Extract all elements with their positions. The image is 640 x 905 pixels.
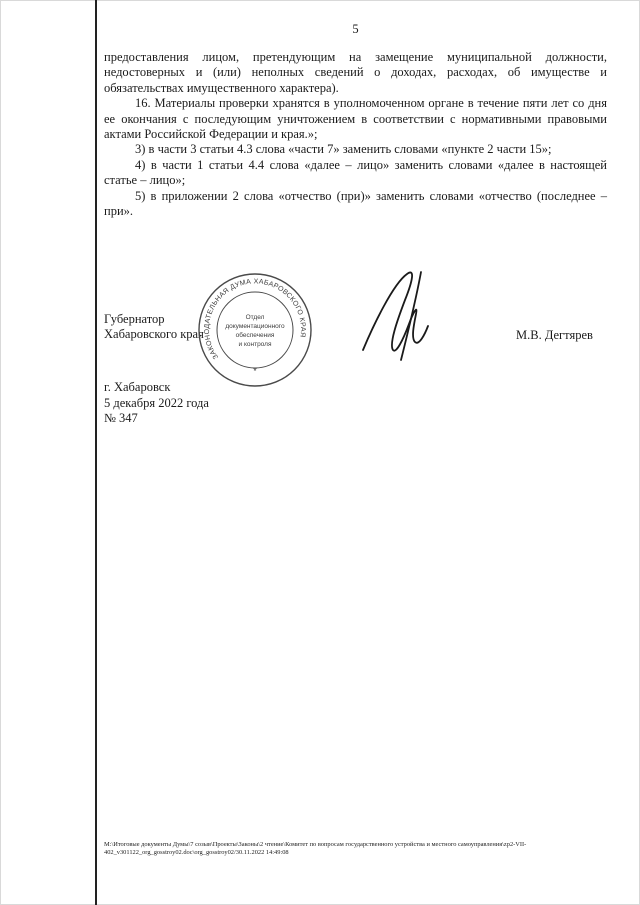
body-paragraph: 16. Материалы проверки хранятся в уполномоченном органе в течение пяти лет со дня ее окончания с последующим уничтожением в соответствии с нормативными правовыми актами Российской Федерации и края.»;	[104, 96, 607, 142]
stamp-center-text: и контроля	[238, 341, 272, 348]
official-stamp-icon	[196, 271, 314, 389]
scan-edge-line	[95, 0, 97, 905]
stamp-inner-circle	[217, 292, 293, 368]
body-paragraph: 3) в части 3 статьи 4.3 слова «части 7» заменить словами «пункте 2 части 15»;	[135, 142, 552, 157]
file-path-footer	[104, 841, 607, 857]
signature-scrawl-icon	[355, 266, 455, 374]
body-paragraph: 4) в части 1 статьи 4.4 слова «далее – лицо» заменить словами «далее в настоящей статье – лицо»;	[104, 157, 607, 188]
stamp-center-text: Отдел	[245, 314, 265, 321]
body-paragraph: предоставления лицом, претендующим на замещение муниципальной должности, недостоверных и (или) неполных сведений о доходах, расходах, об имуществе и обязательствах имущественного характера).	[104, 50, 607, 95]
file-path-line2: 402_v301122_org_gosstroy02.doc\org_gosstroy02/30.11.2022 14:49:08	[104, 849, 289, 856]
stamp-center-text: обеспечения	[235, 332, 275, 339]
governor-title	[104, 312, 204, 343]
signature	[355, 266, 455, 374]
official-stamp	[196, 271, 314, 389]
file-path-line1: М:\Итоговые документы Думы\7 созыв\Проекты\Законы\2 чтение\Комитет по вопросам государственного устройства и местного самоуправления\zp2-VII-	[104, 841, 527, 848]
body-paragraph: 5) в приложении 2 слова «отчество (при)» заменить словами «отчество (последнее – при».	[104, 188, 607, 219]
doc-number: № 347	[104, 411, 138, 426]
stamp-center-text: документационного	[225, 323, 285, 330]
issue-date: 5 декабря 2022 года	[104, 395, 209, 410]
governor-title-line1: Губернатор	[104, 312, 165, 326]
stamp-ring-text: ЗАКОНОДАТЕЛЬНАЯ ДУМА ХАБАРОВСКОГО КРАЯ	[203, 278, 307, 361]
issue-block	[104, 380, 209, 427]
signer-name: М.В. Дегтярев	[516, 328, 593, 342]
issue-city: г. Хабаровск	[104, 380, 171, 394]
page-number: 5	[352, 22, 359, 36]
governor-title-line2: Хабаровского края	[104, 327, 204, 342]
document-body	[104, 50, 607, 219]
stamp-star: *	[253, 366, 257, 376]
